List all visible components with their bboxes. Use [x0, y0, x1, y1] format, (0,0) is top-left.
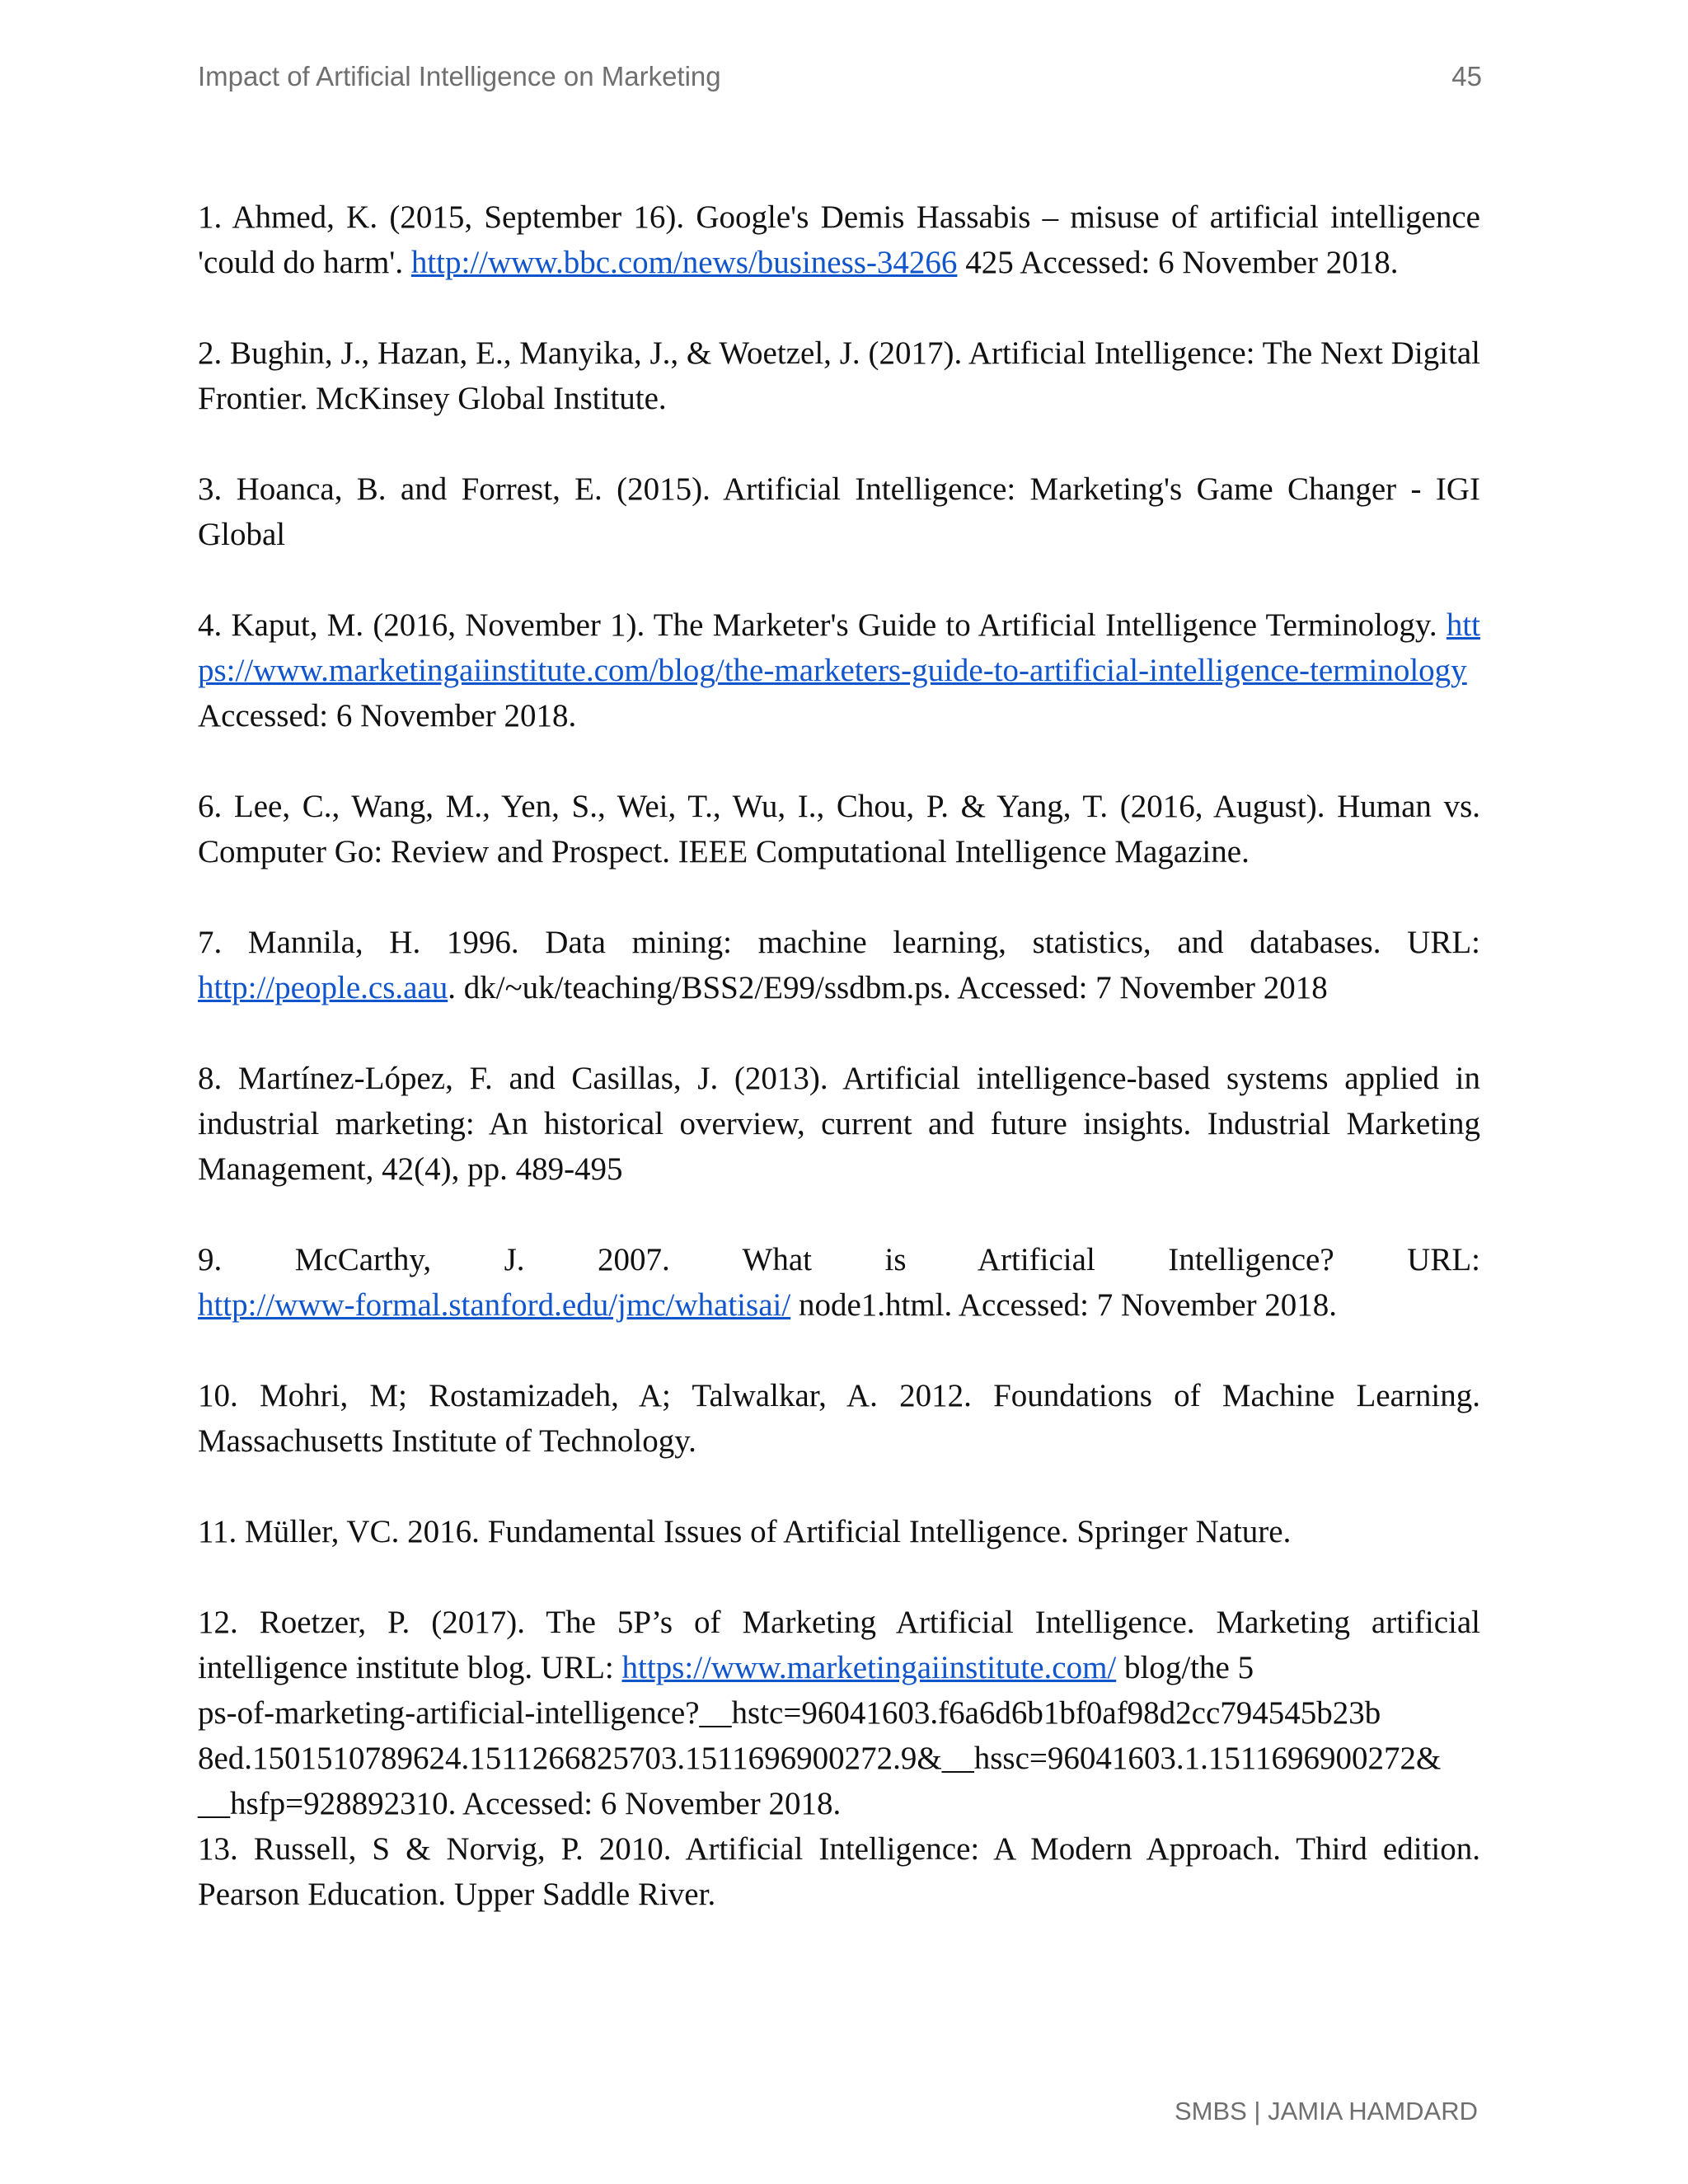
- reference-item-7: [198, 920, 1480, 1010]
- reference-item-9: [198, 1237, 1480, 1328]
- reference-item-13: [198, 1826, 1480, 1917]
- reference-url-line: __hsfp=928892310. Accessed: 6 November 2018.: [198, 1786, 842, 1821]
- reference-text: 1. Ahmed, K. (2015, September 16). Google's Demis Hassabis – misuse of artificial intelligence 'could do harm'.: [198, 199, 1480, 280]
- running-header-title: Impact of Artificial Intelligence on Marketing: [198, 61, 721, 91]
- reference-text: 2. Bughin, J., Hazan, E., Manyika, J., & Woetzel, J. (2017). Artificial Intelligence: The Next Digital Frontier. McKinsey Global Institute.: [198, 335, 1480, 416]
- page-number: 45: [1451, 61, 1482, 91]
- reference-text: 425 Accessed: 6 November 2018.: [957, 245, 1399, 280]
- reference-item-6: [198, 784, 1480, 874]
- reference-item-4: [198, 602, 1480, 738]
- reference-item-1: [198, 194, 1480, 285]
- reference-link[interactable]: http://people.cs.aau: [198, 970, 448, 1005]
- reference-item-12: [198, 1600, 1480, 1826]
- reference-url-line: ps-of-marketing-artificial-intelligence?__hstc=96041603.f6a6d6b1bf0af98d2cc794545b23b: [198, 1695, 1381, 1731]
- reference-link[interactable]: http://www.bbc.com/news/business-34266: [410, 245, 958, 280]
- reference-text: Accessed: 6 November 2018.: [198, 698, 577, 733]
- reference-link[interactable]: http://www-formal.stanford.edu/jmc/whatisai/: [198, 1287, 791, 1323]
- reference-list: [198, 194, 1480, 1962]
- reference-item-8: [198, 1056, 1480, 1192]
- page-footer: SMBS | JAMIA HAMDARD: [1174, 2097, 1478, 2125]
- reference-link[interactable]: https://www.marketingaiinstitute.com/blog/the-marketers-guide-to-artificial-intelligence-terminology: [198, 607, 1480, 688]
- reference-item-11: [198, 1509, 1480, 1554]
- reference-text: 7. Mannila, H. 1996. Data mining: machine learning, statistics, and databases. URL:: [198, 925, 1480, 960]
- reference-item-10: [198, 1373, 1480, 1464]
- reference-text: blog/the 5: [1116, 1650, 1254, 1685]
- reference-text: 13. Russell, S & Norvig, P. 2010. Artificial Intelligence: A Modern Approach. Third edition. Pearson Education. Upper Saddle River.: [198, 1831, 1480, 1912]
- reference-text: 6. Lee, C., Wang, M., Yen, S., Wei, T., Wu, I., Chou, P. & Yang, T. (2016, August). Human vs. Computer Go: Review and Prospect. IEEE Computational Intelligence Magazine.: [198, 789, 1480, 869]
- reference-item-2: [198, 330, 1480, 421]
- reference-text: node1.html. Accessed: 7 November 2018.: [790, 1287, 1338, 1323]
- reference-text: 12. Roetzer, P. (2017). The 5P’s of Marketing Artificial Intelligence. Marketing artificial intelligence institute blog. URL:: [198, 1605, 1480, 1685]
- reference-text: 11. Müller, VC. 2016. Fundamental Issues of Artificial Intelligence. Springer Nature.: [198, 1514, 1292, 1549]
- reference-text: 9. McCarthy, J. 2007. What is Artificial Intelligence? URL:: [198, 1242, 1480, 1277]
- reference-text: 8. Martínez-López, F. and Casillas, J. (2013). Artificial intelligence-based systems applied in industrial marketing: An historical overview, current and future insights. Industrial Marketing Management, 42(4), pp. 489-495: [198, 1061, 1480, 1187]
- reference-text: 4. Kaput, M. (2016, November 1). The Marketer's Guide to Artificial Intelligence Terminology.: [198, 607, 1437, 643]
- reference-text: 10. Mohri, M; Rostamizadeh, A; Talwalkar, A. 2012. Foundations of Machine Learning. Massachusetts Institute of Technology.: [198, 1378, 1480, 1459]
- reference-item-3: [198, 466, 1480, 557]
- reference-text: 3. Hoanca, B. and Forrest, E. (2015). Artificial Intelligence: Marketing's Game Changer - IGI Global: [198, 471, 1480, 552]
- reference-link[interactable]: https://www.marketingaiinstitute.com/: [621, 1650, 1117, 1685]
- reference-url-line: 8ed.1501510789624.1511266825703.1511696900272.9&__hssc=96041603.1.1511696900272&: [198, 1741, 1442, 1776]
- reference-text: . dk/~uk/teaching/BSS2/E99/ssdbm.ps. Accessed: 7 November 2018: [448, 970, 1328, 1005]
